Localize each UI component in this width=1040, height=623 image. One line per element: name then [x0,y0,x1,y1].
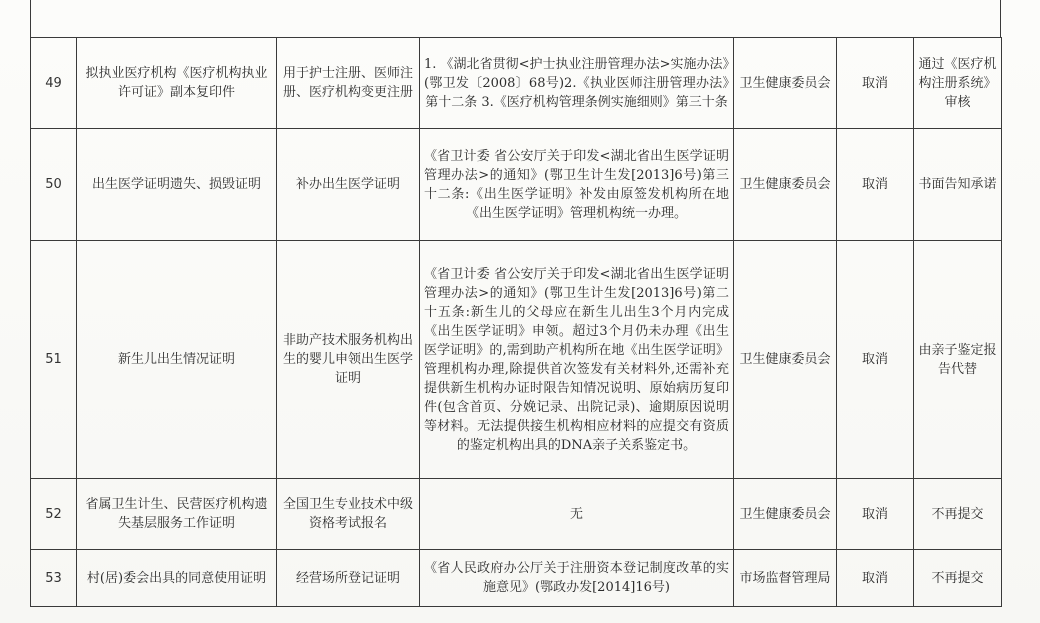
certificate-use: 经营场所登记证明 [277,550,420,607]
certificate-name: 新生儿出生情况证明 [77,241,277,479]
department: 市场监督管理局 [734,550,837,607]
legal-basis: 《省卫计委 省公安厅关于印发<湖北省出生医学证明管理办法>的通知》(鄂卫生计生发[2013]6号)第三十二条:《出生医学证明》补发由原签发机构所在地《出生医学证明》管理机构统一办理。 [420,129,734,241]
alternative: 书面告知承诺 [914,129,1002,241]
department: 卫生健康委员会 [734,479,837,550]
action: 取消 [837,241,914,479]
legal-basis: 《省人民政府办公厅关于注册资本登记制度改革的实施意见》(鄂政办发[2014]16号) [420,550,734,607]
certificate-use: 全国卫生专业技术中级资格考试报名 [277,479,420,550]
certificate-table [30,37,1002,607]
certificate-name: 拟执业医疗机构《医疗机构执业许可证》副本复印件 [77,38,277,129]
certificate-use: 补办出生医学证明 [277,129,420,241]
legal-basis: 《省卫计委 省公安厅关于印发<湖北省出生医学证明管理办法>的通知》(鄂卫生计生发[2013]6号)第二十五条:新生儿的父母应在新生儿出生3个月内完成《出生医学证明》申领。超过3个月仍未办理《出生医学证明》的,需到助产机构所在地《出生医学证明》管理机构办理,除提供首次签发有关材料外,还需补充提供新生机构办证时限告知情况说明、原始病历复印件(包含首页、分娩记录、出院记录)、逾期原因说明等材料。无法提供接生机构相应材料的应提交有资质的鉴定机构出具的DNA亲子关系鉴定书。 [420,241,734,479]
department: 卫生健康委员会 [734,38,837,129]
certificate-use: 用于护士注册、医师注册、医疗机构变更注册 [277,38,420,129]
certificate-name: 省属卫生计生、民营医疗机构遗失基层服务工作证明 [77,479,277,550]
table-row [31,241,1002,479]
department: 卫生健康委员会 [734,129,837,241]
alternative: 不再提交 [914,550,1002,607]
row-number: 49 [31,38,77,129]
table-row [31,129,1002,241]
row-number: 52 [31,479,77,550]
row-number: 51 [31,241,77,479]
certificate-name: 出生医学证明遗失、损毁证明 [77,129,277,241]
certificate-use: 非助产技术服务机构出生的婴儿申领出生医学证明 [277,241,420,479]
legal-basis: 1. 《湖北省贯彻<护士执业注册管理办法>实施办法》(鄂卫发〔2008〕68号)2.《执业医师注册管理办法》第十二条 3.《医疗机构管理条例实施细则》第三十条 [420,38,734,129]
action: 取消 [837,129,914,241]
action: 取消 [837,550,914,607]
legal-basis: 无 [420,479,734,550]
table-row [31,479,1002,550]
table-row [31,38,1002,129]
alternative: 不再提交 [914,479,1002,550]
action: 取消 [837,38,914,129]
action: 取消 [837,479,914,550]
department: 卫生健康委员会 [734,241,837,479]
row-number: 53 [31,550,77,607]
certificate-name: 村(居)委会出具的同意使用证明 [77,550,277,607]
alternative: 通过《医疗机构注册系统》审核 [914,38,1002,129]
row-number: 50 [31,129,77,241]
alternative: 由亲子鉴定报告代替 [914,241,1002,479]
table-row [31,550,1002,607]
table-top-edge [30,0,1001,37]
